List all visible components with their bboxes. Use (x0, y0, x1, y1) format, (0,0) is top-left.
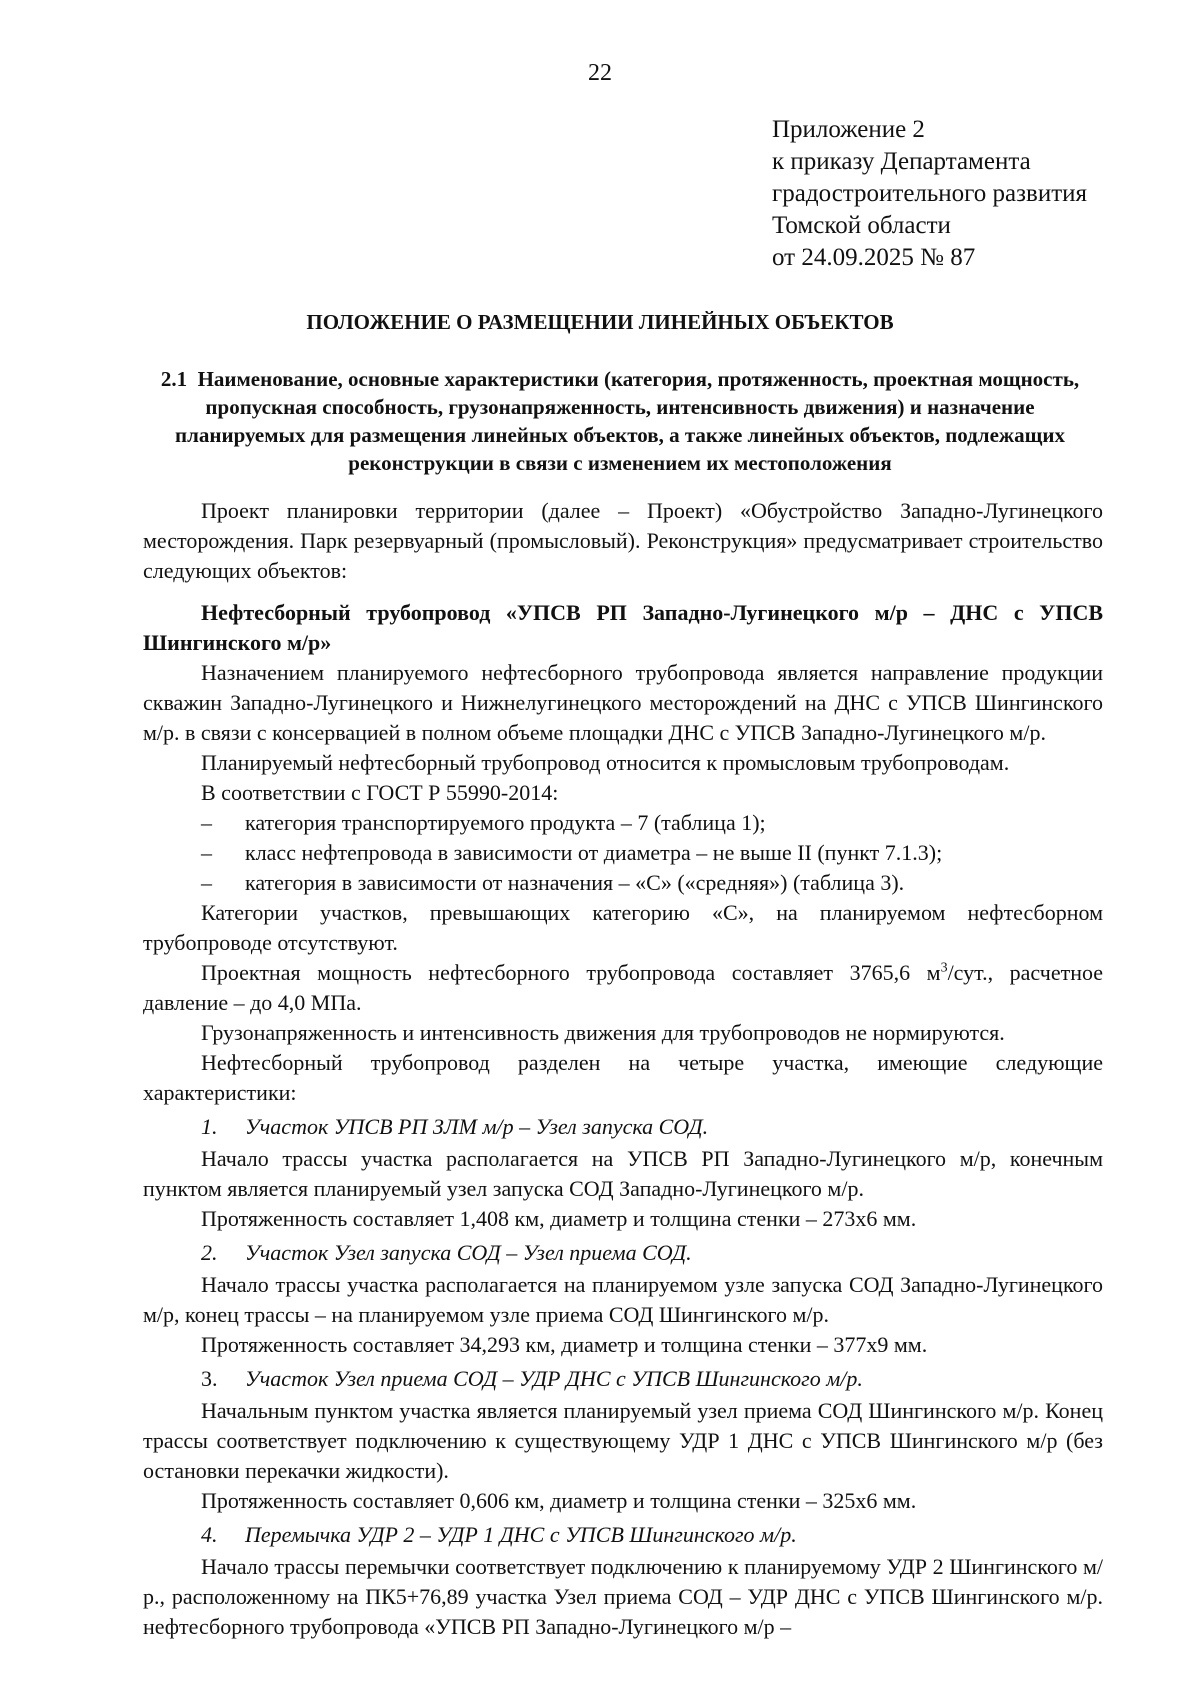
gost-intro: В соответствии с ГОСТ Р 55990-2014: (201, 780, 559, 805)
classification-paragraph: Планируемый нефтесборный трубопровод относится к промысловым трубопроводам. (201, 750, 1010, 775)
section-length: Протяженность составляет 0,606 км, диаметр и толщина стенки – 325х6 мм. (201, 1488, 917, 1513)
dash-marker: – (201, 810, 212, 835)
section-item-number: 3. (201, 1366, 218, 1391)
intro-paragraph: Проект планировки территории (далее – Проект) «Обустройство Западно-Лугинецкого месторождения. Парк резервуарный (промысловый). Реконструкция» предусматривает строительство следующих объектов: (143, 498, 1103, 583)
appendix-line: Приложение 2 (772, 116, 925, 143)
capacity-text: Проектная мощность нефтесборного трубопровода составляет 3765,6 м (201, 960, 941, 985)
section-item-title (143, 1238, 1103, 1268)
section-description: Начало трассы перемычки соответствует подключению к планируемому УДР 2 Шингинского м/р., расположенному на ПК5+76,89 участка Узел приема СОД – УДР ДНС с УПСВ Шингинского м/р. нефтесборного трубопровода «УПСВ РП Западно-Лугинецкого м/р – (143, 1554, 1103, 1639)
capacity-superscript: 3 (940, 960, 948, 976)
section-description: Начало трассы участка располагается на УПСВ РП Западно-Лугинецкого м/р, конечным пунктом является планируемый узел запуска СОД Западно-Лугинецкого м/р. (143, 1146, 1103, 1201)
section-heading-text: Наименование, основные характеристики (категория, протяженность, проектная мощность, пропускная способность, грузонапряженность, интенсивность движения) и назначение планируемых для размещения линейных объектов, а также линейных объектов, подлежащих реконструкции в связи с изменением их местоположения (175, 367, 1080, 475)
list-item-text: категория в зависимости от назначения – «С» («средняя») (таблица 3). (245, 870, 905, 895)
section-length: Протяженность составляет 1,408 км, диаметр и толщина стенки – 273х6 мм. (201, 1206, 917, 1231)
list-item (143, 868, 1103, 898)
section-item-title-text: Участок Узел запуска СОД – Узел приема СОД. (245, 1240, 692, 1265)
section-item-title (143, 1364, 1103, 1394)
list-item (143, 838, 1103, 868)
section-item-title-text: Перемычка УДР 2 – УДР 1 ДНС с УПСВ Шингинского м/р. (245, 1522, 797, 1547)
section-item-title (143, 1112, 1103, 1142)
list-item-text: класс нефтепровода в зависимости от диаметра – не выше II (пункт 7.1.3); (245, 840, 943, 865)
section-item-title-text: Участок Узел приема СОД – УДР ДНС с УПСВ Шингинского м/р. (245, 1366, 863, 1391)
section-description: Начальным пунктом участка является планируемый узел приема СОД Шингинского м/р. Конец трассы соответствует подключению к существующему УДР 1 ДНС с УПСВ Шингинского м/р (без остановки перекачки жидкости). (143, 1398, 1103, 1483)
appendix-line: Томской области (772, 212, 951, 239)
object-heading: Нефтесборный трубопровод «УПСВ РП Западно-Лугинецкого м/р – ДНС с УПСВ Шингинского м/р» (143, 600, 1103, 655)
section-description: Начало трассы участка располагается на планируемом узле запуска СОД Западно-Лугинецкого м/р, конец трассы – на планируемом узле приема СОД Шингинского м/р. (143, 1272, 1103, 1327)
purpose-paragraph: Назначением планируемого нефтесборного трубопровода является направление продукции скважин Западно-Лугинецкого и Нижнелугинецкого месторождений на ДНС с УПСВ Шингинского м/р. в связи с консервацией в полном объеме площадки ДНС с УПСВ Западно-Лугинецкого м/р. (143, 660, 1103, 745)
dash-marker: – (201, 840, 212, 865)
section-item-title-text: Участок УПСВ РП ЗЛМ м/р – Узел запуска СОД. (245, 1114, 709, 1139)
document-title: ПОЛОЖЕНИЕ О РАЗМЕЩЕНИИ ЛИНЕЙНЫХ ОБЪЕКТОВ (306, 310, 894, 334)
appendix-block (772, 114, 1087, 274)
section-item-title (143, 1520, 1103, 1550)
dash-marker: – (201, 870, 212, 895)
appendix-line: градостроительного развития (772, 180, 1088, 207)
section-item-number: 2. (201, 1240, 218, 1265)
section-heading (140, 365, 1100, 477)
sections-intro: Нефтесборный трубопровод разделен на четыре участка, имеющие следующие характеристики: (143, 1050, 1103, 1105)
section-item-number: 1. (201, 1114, 218, 1139)
section-length: Протяженность составляет 34,293 км, диаметр и толщина стенки – 377х9 мм. (201, 1332, 928, 1357)
appendix-line: к приказу Департамента (772, 148, 1031, 175)
traffic-paragraph: Грузонапряженность и интенсивность движения для трубопроводов не нормируются. (201, 1020, 1005, 1045)
section-item-number: 4. (201, 1522, 218, 1547)
document-body (143, 496, 1103, 1642)
capacity-text-end: /сут., расчетное давление – до 4,0 МПа. (143, 960, 1104, 1015)
list-item-text: категория транспортируемого продукта – 7 (таблица 1); (245, 810, 766, 835)
capacity-paragraph (143, 958, 1103, 1018)
page-number: 22 (588, 60, 612, 86)
section-number: 2.1 (160, 367, 188, 391)
categories-paragraph: Категории участков, превышающих категорию «С», на планируемом нефтесборном трубопроводе отсутствуют. (143, 900, 1103, 955)
list-item (143, 808, 1103, 838)
appendix-line: от 24.09.2025 № 87 (772, 244, 976, 271)
